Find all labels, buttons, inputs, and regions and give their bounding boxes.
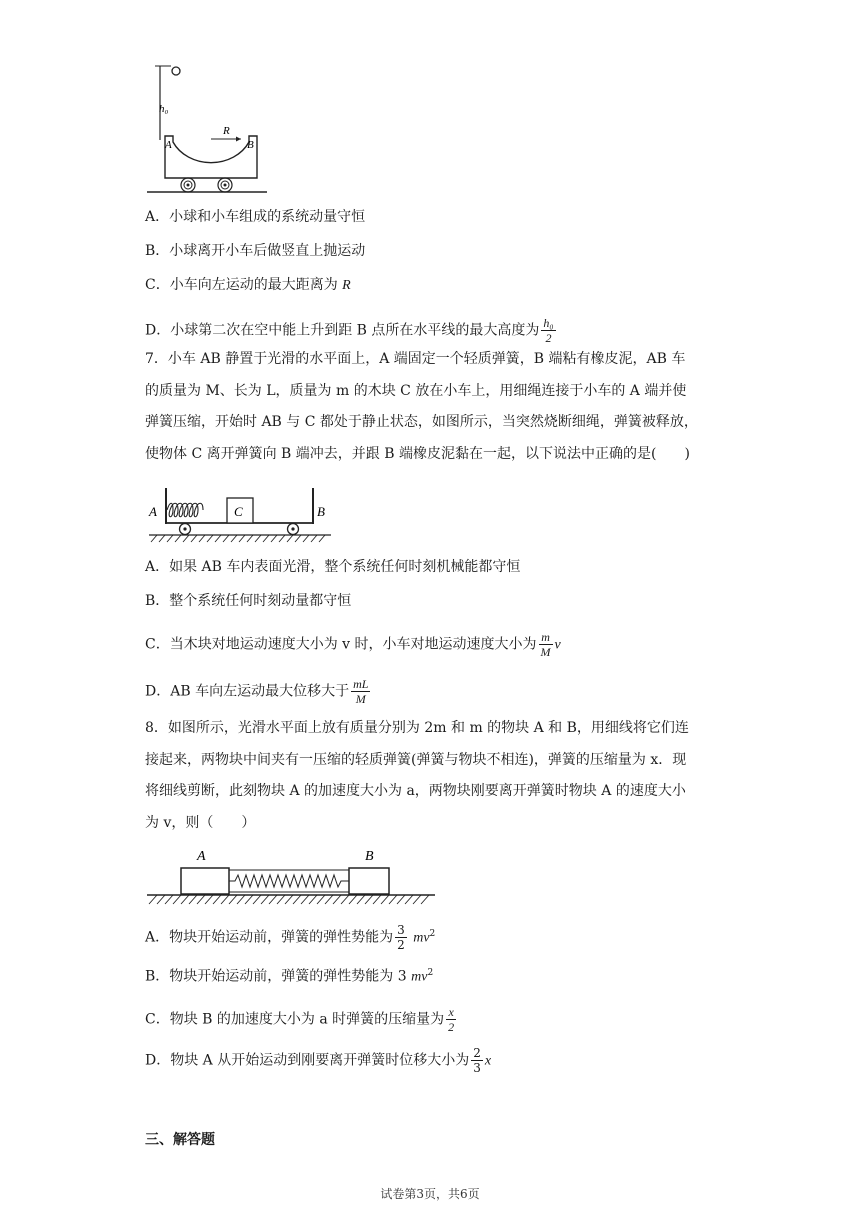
figure-cart-spring-block [145,486,335,546]
section-heading: 三、解答题 [145,1132,215,1148]
q8-option-c-text: C．物块 B 的加速度大小为 a 时弹簧的压缩量为 [145,1011,445,1028]
q8-option-d-fraction [471,1046,483,1075]
label-A: A [197,849,206,864]
page-footer: 试卷第3页，共6页 [380,1187,480,1201]
spring-icon [229,875,349,887]
q7-option-c-den: M [540,645,551,659]
q8-stem [145,713,720,839]
q8-option-b-tail: mv [411,969,428,985]
q8-option-d-text: D．物块 A 从开始运动到刚要离开弹簧时位移大小为 [145,1052,470,1069]
q7-stem-line-1: 7．小车 AB 静置于光滑的水平面上，A 端固定一个轻质弹簧，B 端粘有橡皮泥，AB 车 [145,351,686,367]
q8-option-b [145,963,433,988]
q8-option-b-sup: 2 [427,968,434,978]
q6-option-d-fraction [541,316,555,345]
q8-option-a-text: A．物块开始运动前，弹簧的弹性势能为 [145,929,394,946]
q7-option-c [145,630,561,659]
figure-ball-cart [145,62,270,197]
wheel-left [180,524,191,535]
q7-option-c-tail: v [554,637,561,653]
q8-option-c-fraction [446,1005,456,1034]
q8-option-a-num: 3 [397,923,405,937]
q6-option-c-var: R [342,278,351,293]
q8-option-a-fraction [395,923,407,952]
q8-option-a [145,923,435,952]
q6-option-a: A．小球和小车组成的系统动量守恒 [145,209,366,225]
q7-option-d-den: M [355,692,366,706]
label-A: A [149,504,157,519]
label-A: A [165,139,172,151]
q7-option-c-text: C．当木块对地运动速度大小为 v 时，小车对地运动速度大小为 [145,636,537,653]
label-B: B [365,849,374,864]
q7-option-c-num: m [539,630,553,645]
q8-option-b-text: B．物块开始运动前，弹簧的弹性势能为 3 [145,968,412,985]
q7-option-c-fraction [539,630,553,659]
q8-option-a-tail: mv [413,930,430,946]
q7-stem-line-4: 使物体 C 离开弹簧向 B 端冲去，并跟 B 端橡皮泥黏在一起，以下说法中正确的是( ) [145,445,690,462]
q7-stem-line-2: 的质量为 M、长为 L，质量为 m 的木块 C 放在小车上，用细绳连接于小车的 A 端并使 [145,382,687,399]
label-R: R [223,125,230,137]
q7-option-d-text: D．AB 车向左运动最大位移大于 [145,683,350,700]
q8-stem-line-3: 将细线剪断，此刻物块 A 的加速度大小为 a，两物块刚要离开弹簧时物块 A 的速度大小 [145,783,686,799]
q6-option-d-text: D．小球第二次在空中能上升到距 B 点所在水平线的最大高度为 [145,322,540,339]
wheel-right [288,524,299,535]
label-B: B [247,139,254,151]
radius-arrowhead [236,137,241,142]
q7-option-d-fraction [351,677,370,706]
block-b [349,868,389,894]
q6-option-d-den: 2 [545,331,552,345]
q8-option-c [145,1005,458,1034]
wheel-right [218,178,232,192]
q8-option-d-num: 2 [473,1046,481,1060]
label-h0: h₀ [159,103,169,115]
q8-stem-line-2: 接起来，两物块中间夹有一压缩的轻质弹簧(弹簧与物块不相连)，弹簧的压缩量为 x．现 [145,751,687,768]
label-B: B [317,504,325,519]
q7-stem-line-3: 弹簧压缩，开始时 AB 与 C 都处于静止状态，如图所示，当突然烧断细绳，弹簧被释放， [145,414,698,430]
cart-body [165,136,257,178]
q6-option-d-num: h₀ [543,316,554,330]
ground-hatching [149,895,429,904]
figure-blocks-spring [145,842,440,908]
q7-option-d [145,677,372,706]
q6-option-d [145,316,558,345]
q7-option-a: A．如果 AB 车内表面光滑，整个系统任何时刻机械能都守恒 [145,559,521,575]
ball-icon [172,67,180,75]
q7-option-b: B．整个系统任何时刻动量都守恒 [145,593,352,609]
q6-option-c [145,275,351,296]
q7-stem [145,344,720,470]
q8-option-c-den: 2 [448,1020,455,1034]
ground-hatching [151,535,325,542]
q8-option-d-den: 3 [473,1061,481,1075]
block-a [181,868,229,894]
q8-option-d-tail: x [484,1053,492,1069]
q8-stem-line-1: 8．如图所示，光滑水平面上放有质量分别为 2m 和 m 的物块 A 和 B，用细线将它们连 [145,720,689,736]
q6-option-c-text: C．小车向左运动的最大距离为 [145,277,343,293]
q7-option-d-num: mL [353,677,369,691]
wheel-left [181,178,195,192]
spring-icon [167,503,203,517]
q8-stem-line-4: 为 v，则（ ） [145,814,256,831]
q8-option-d [145,1046,491,1075]
q8-option-c-num: x [446,1005,456,1020]
q8-option-a-den: 2 [397,938,405,952]
label-C: C [234,504,243,519]
q8-option-a-sup: 2 [429,928,436,939]
q6-option-b: B．小球离开小车后做竖直上抛运动 [145,243,366,259]
